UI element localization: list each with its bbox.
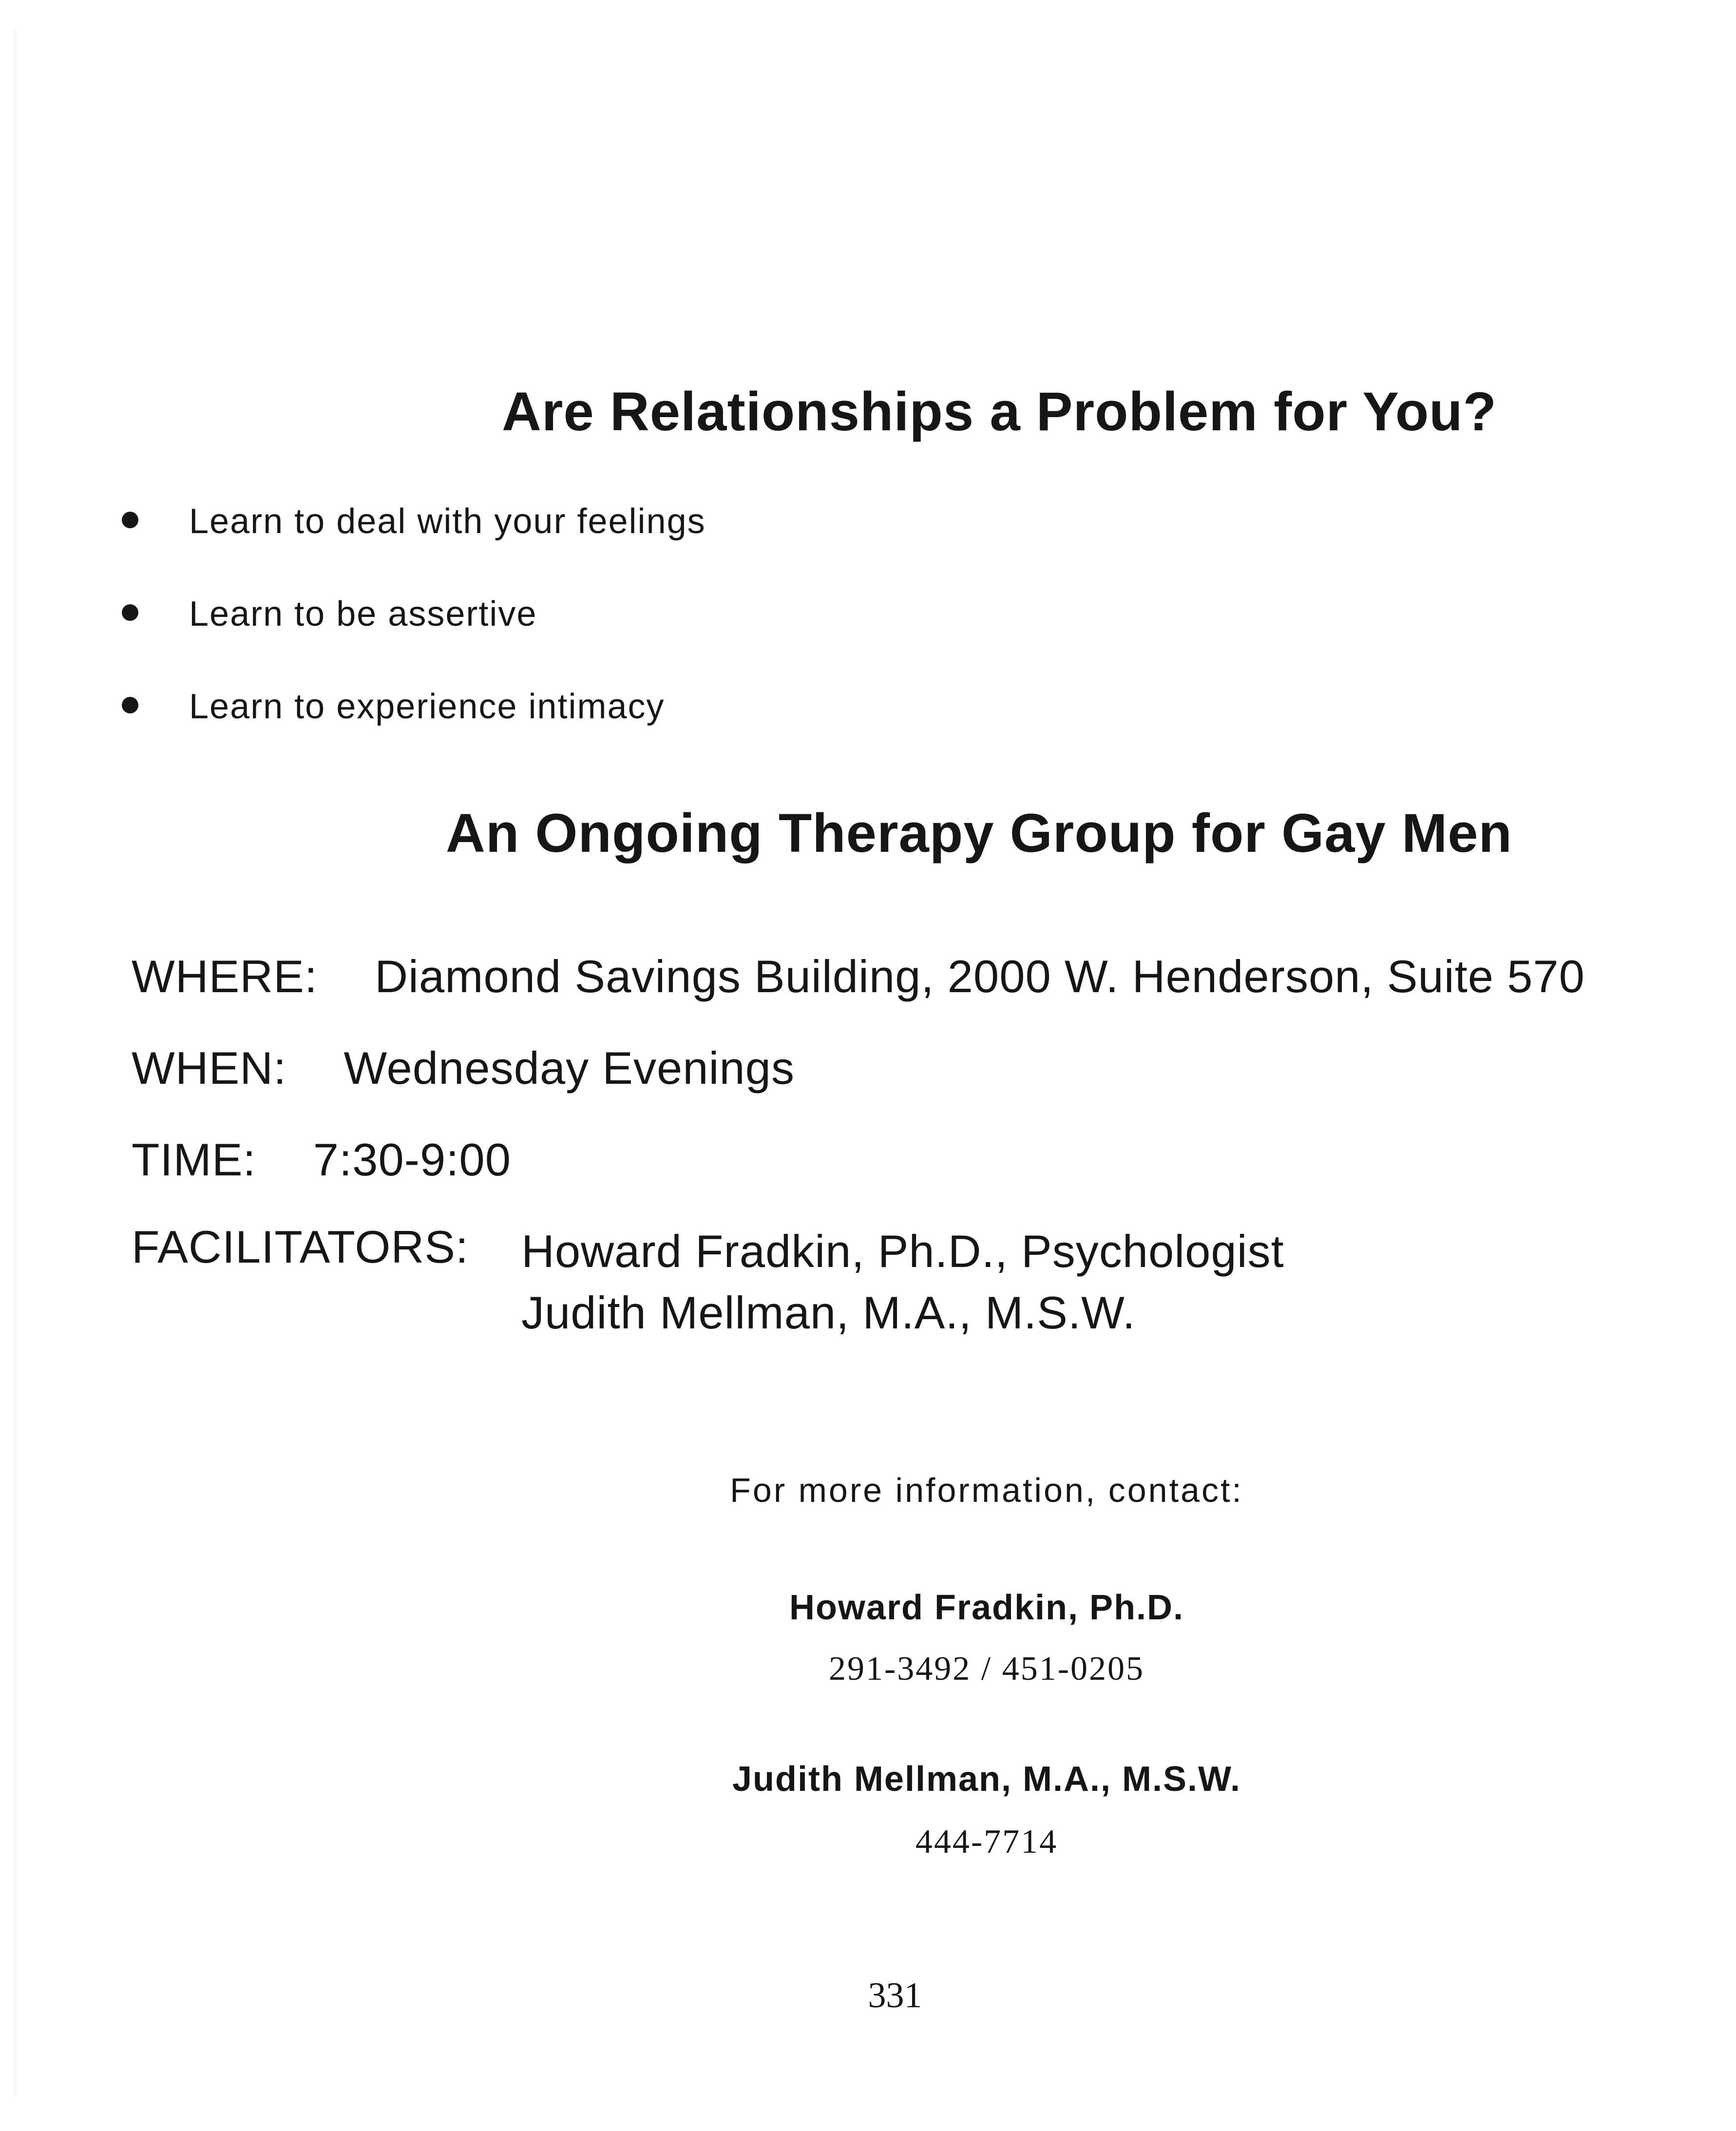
benefits-list: [122, 492, 706, 770]
list-item: [122, 585, 706, 677]
main-heading: Are Relationships a Problem for You?: [502, 381, 1497, 442]
when-value: Wednesday Evenings: [343, 1042, 795, 1094]
when-label: WHEN:: [132, 1042, 287, 1094]
page-edge-shadow: [14, 29, 18, 2095]
benefit-text: Learn to be assertive: [189, 595, 537, 634]
contact-intro: For more information, contact:: [730, 1471, 1243, 1509]
when-row: [132, 1042, 795, 1094]
group-subheading: An Ongoing Therapy Group for Gay Men: [446, 803, 1512, 864]
list-item: [122, 677, 706, 770]
page-number: 331: [868, 1976, 922, 2016]
where-row: [132, 950, 1585, 1003]
bullet-icon: [122, 604, 138, 621]
time-row: [132, 1133, 511, 1186]
bullet-icon: [122, 697, 138, 713]
facilitator-name: Howard Fradkin, Ph.D., Psychologist: [521, 1226, 1284, 1277]
where-label: WHERE:: [132, 951, 318, 1002]
benefit-text: Learn to experience intimacy: [189, 687, 665, 726]
facilitators-label: FACILITATORS:: [132, 1221, 469, 1272]
bullet-icon: [122, 512, 138, 528]
contact-phone: 444-7714: [915, 1823, 1058, 1861]
contact-name: Judith Mellman, M.A., M.S.W.: [732, 1760, 1241, 1799]
time-value: 7:30-9:00: [313, 1134, 511, 1185]
benefit-text: Learn to deal with your feelings: [189, 502, 706, 541]
time-label: TIME:: [132, 1134, 256, 1185]
contact-name: Howard Fradkin, Ph.D.: [789, 1588, 1184, 1627]
list-item: [122, 492, 706, 585]
where-value: Diamond Savings Building, 2000 W. Henderson, Suite 570: [375, 951, 1585, 1002]
facilitator-name: Judith Mellman, M.A., M.S.W.: [521, 1287, 1136, 1338]
contact-phone: 291-3492 / 451-0205: [828, 1650, 1145, 1688]
facilitators-list: [521, 1221, 1284, 1344]
